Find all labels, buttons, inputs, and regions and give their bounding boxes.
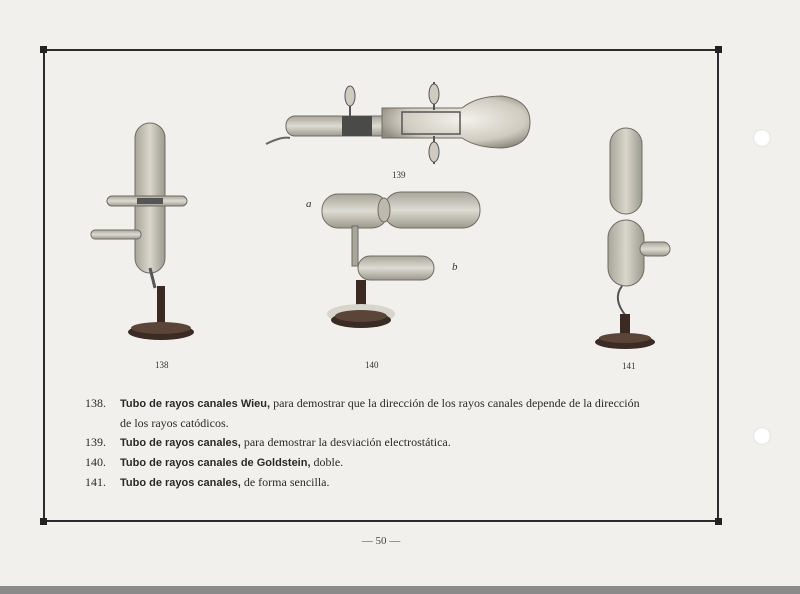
entry-title: Tubo de rayos canales de Goldstein, xyxy=(120,457,311,469)
entry-number: 141. xyxy=(85,475,106,489)
entry-title: Tubo de rayos canales, xyxy=(120,437,241,449)
figure-139-number: 139 xyxy=(392,170,406,180)
binder-hole-top xyxy=(753,129,771,147)
frame-corner xyxy=(40,518,47,525)
frame-corner xyxy=(715,518,722,525)
entry-text: para demostrar que la dirección de los rayos canales depende de la dirección xyxy=(270,396,640,410)
tube-139-illustration xyxy=(262,78,534,168)
entry-text: doble. xyxy=(310,455,344,469)
figure-138-number: 138 xyxy=(155,360,169,370)
entry-title: Tubo de rayos canales, xyxy=(120,477,241,489)
entry-text: para demostrar la desviación electrostática. xyxy=(240,435,451,449)
figure-descriptions xyxy=(85,394,700,493)
entry-title: Tubo de rayos canales Wieu, xyxy=(120,398,271,410)
entry-141 xyxy=(85,473,700,493)
binder-hole-bottom xyxy=(753,427,771,445)
label-b: b xyxy=(452,261,458,273)
tube-138-illustration xyxy=(85,118,205,358)
entry-140 xyxy=(85,453,700,473)
entry-number: 140. xyxy=(85,455,106,469)
frame-corner xyxy=(715,46,722,53)
entry-continuation: de los rayos catódicos. xyxy=(120,416,229,430)
scan-edge xyxy=(0,586,800,594)
entry-text: de forma sencilla. xyxy=(240,475,330,489)
tube-141-illustration xyxy=(590,124,680,354)
entry-138 xyxy=(85,394,700,433)
figure-140-number: 140 xyxy=(365,360,379,370)
tube-140-illustration xyxy=(318,186,488,348)
entry-number: 138. xyxy=(85,396,106,410)
entry-number: 139. xyxy=(85,435,106,449)
label-a: a xyxy=(306,198,312,210)
frame-corner xyxy=(40,46,47,53)
figure-141-number: 141 xyxy=(622,361,636,371)
page-number: — 50 — xyxy=(361,535,401,547)
entry-139 xyxy=(85,433,700,453)
